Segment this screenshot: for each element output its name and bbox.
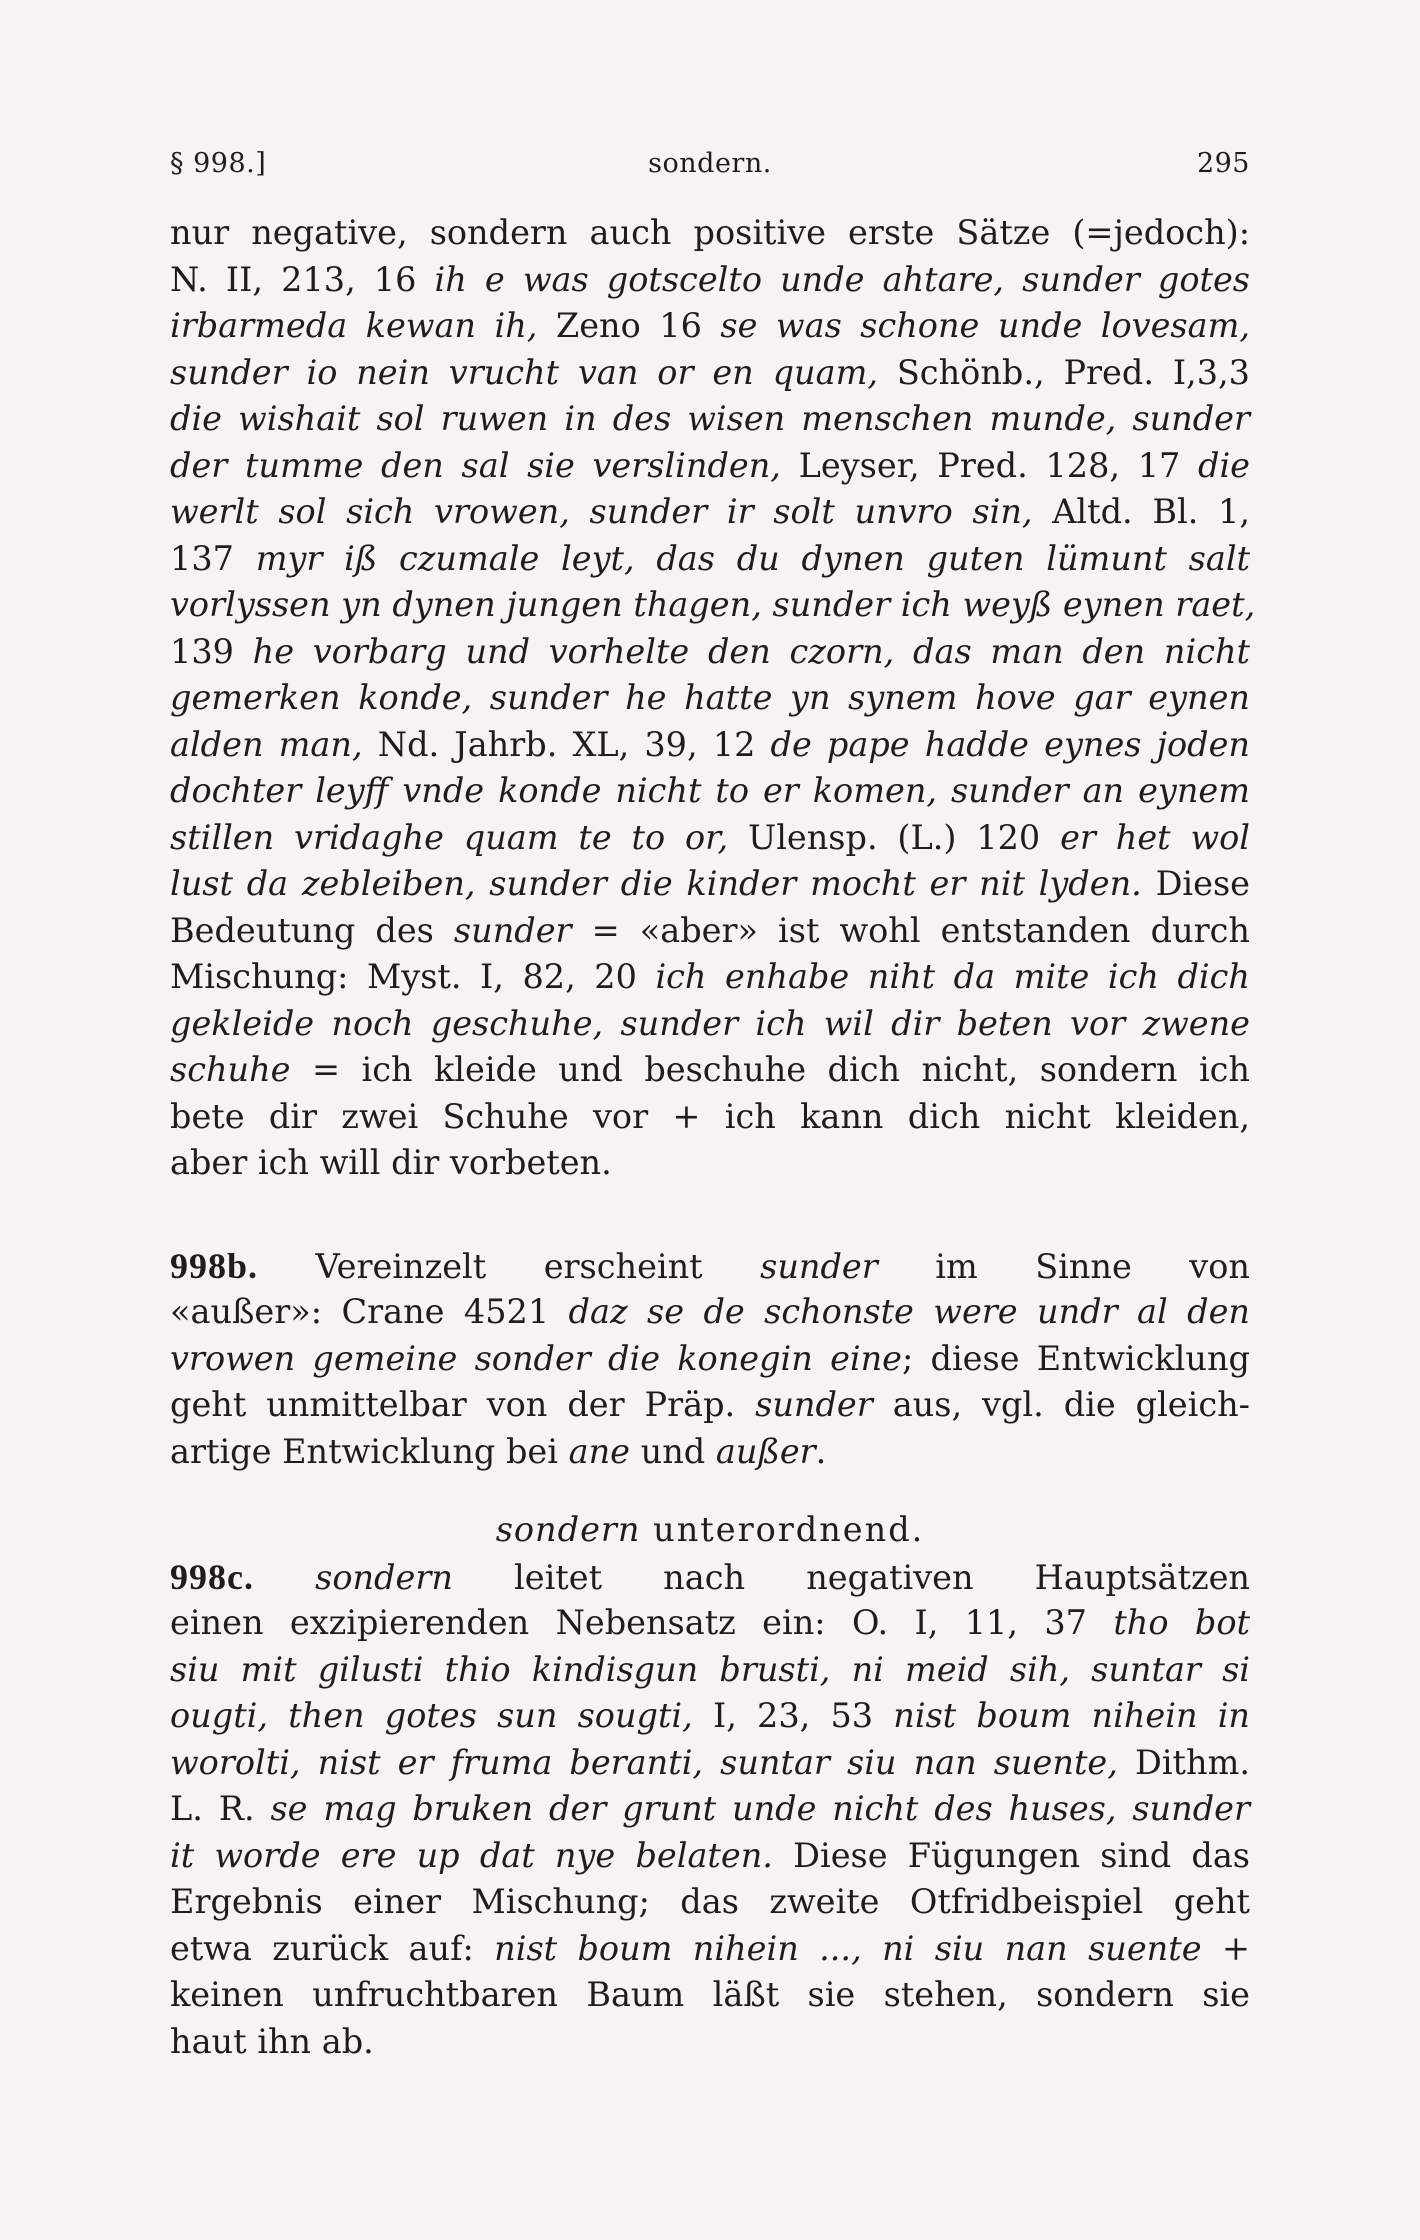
italic-quotation: he vorbarg und vorhelte den czorn, das man den nicht <box>252 631 1250 671</box>
text-run: 137 <box>170 538 256 578</box>
text-line <box>170 210 1250 257</box>
italic-quotation: se was schone unde lovesam, <box>720 306 1250 345</box>
text-line <box>170 489 1250 536</box>
text-line <box>170 1693 1250 1740</box>
running-title: sondern. <box>648 148 772 179</box>
italic-quotation: vorlyssen yn dynen jungen thagen, sunder ich weyß eynen raet, <box>170 585 1256 624</box>
italic-quotation: alden man, <box>170 724 363 764</box>
italic-quotation: ane <box>568 1431 630 1471</box>
text-line <box>170 815 1250 862</box>
italic-quotation: dochter leyff vnde konde nicht to er komen, sunder an eynem <box>170 771 1250 810</box>
text-line <box>170 1289 1250 1336</box>
text-run: bete dir zwei Schuhe vor + ich kann dich nicht kleiden, <box>170 1096 1250 1136</box>
text-run: einen exzipierenden Nebensatz ein: O. I, 11, 37 <box>170 1603 1114 1642</box>
italic-quotation: de pape hadde eynes joden <box>770 724 1250 764</box>
text-run: = ich kleide und beschuhe dich nicht, sondern ich <box>290 1050 1250 1089</box>
italic-quotation: sunder <box>760 1246 878 1286</box>
text-line <box>170 2019 1250 2066</box>
italic-quotation: ougti, then gotes sun sougti, <box>170 1696 693 1735</box>
text-run: + <box>1201 1928 1250 1968</box>
text-run: Diese Fügungen sind das <box>772 1835 1250 1875</box>
italic-quotation: tho bot <box>1113 1603 1250 1642</box>
text-run: Bedeutung des <box>170 910 454 950</box>
subheading-italic: sondern <box>495 1510 641 1549</box>
italic-quotation: gekleide noch geschuhe, sunder ich wil dir beten vor zwene <box>170 1003 1250 1043</box>
italic-quotation: ih e was gotscelto unde ahtare, sunder gotes <box>434 259 1250 299</box>
italic-quotation: daz se de schonste were undr al den <box>568 1292 1250 1331</box>
italic-quotation: stillen vridaghe quam te to or, <box>170 817 729 857</box>
text-run: «außer»: Crane 4521 <box>170 1292 569 1331</box>
text-run: Ulensp. (L.) 120 <box>728 817 1061 857</box>
text-run: Schönb., Pred. I,3,3 <box>878 352 1250 392</box>
text-line <box>170 1336 1250 1383</box>
text-line <box>170 350 1250 397</box>
text-line <box>170 722 1250 769</box>
text-line <box>170 303 1250 350</box>
italic-quotation: se mag bruken der grunt unde nicht des huses, sunder <box>270 1789 1250 1828</box>
running-header <box>170 148 1250 188</box>
italic-quotation: siu mit gilusti thio kindisgun brusti, ni meid sih, suntar si <box>170 1649 1250 1689</box>
italic-quotation: der tumme den sal sie verslinden, <box>170 445 781 485</box>
italic-quotation: werlt sol sich vrowen, sunder ir solt unvro sin, <box>170 492 1033 531</box>
paragraph-998c <box>170 1554 1250 2066</box>
text-run: Nd. Jahrb. XL, 39, 12 <box>362 724 771 764</box>
text-line <box>170 1047 1250 1094</box>
text-run: I, 23, 53 <box>692 1696 894 1735</box>
italic-quotation: sunder <box>755 1385 873 1424</box>
italic-quotation: vrowen gemeine sonder die konegin eine <box>170 1338 903 1378</box>
text-run: artige Entwicklung bei <box>170 1431 569 1471</box>
text-line <box>170 443 1250 490</box>
section-number: 998c. <box>170 1556 254 1597</box>
page-number: 295 <box>1196 148 1250 179</box>
text-run <box>254 1558 315 1597</box>
text-line <box>170 768 1250 815</box>
text-run: = «aber» ist wohl entstanden durch <box>571 910 1250 950</box>
text-run: ; diese Entwicklung <box>902 1338 1250 1378</box>
text-run: L. R. <box>170 1789 271 1828</box>
italic-quotation: myr iß czumale leyt, das du dynen guten lümunt salt <box>255 538 1251 578</box>
text-line <box>170 1879 1250 1926</box>
text-run: etwa zurück auf: <box>170 1928 495 1968</box>
text-line <box>170 1740 1250 1787</box>
text-run: aber ich will dir vorbeten. <box>170 1143 612 1182</box>
text-line <box>170 1382 1250 1429</box>
text-run: geht unmittelbar von der Präp. <box>170 1385 756 1424</box>
section-reference: § 998.] <box>170 148 267 179</box>
text-line <box>170 536 1250 583</box>
italic-quotation: schuhe <box>170 1050 291 1089</box>
text-line <box>170 1833 1250 1880</box>
text-run: Diese <box>1141 864 1250 903</box>
italic-quotation: sunder io nein vrucht van or en quam, <box>170 352 878 392</box>
text-run: Altd. Bl. 1, <box>1032 492 1251 531</box>
paragraph-998b <box>170 1243 1250 1476</box>
text-run: nur negative, sondern auch positive erste Sätze (=jedoch): <box>170 213 1250 252</box>
text-line <box>170 1786 1250 1833</box>
text-line <box>170 396 1250 443</box>
paragraph-998-continued <box>170 210 1256 1187</box>
text-line <box>170 1554 1250 1601</box>
text-run: und <box>630 1431 716 1471</box>
text-run: aus, vgl. die gleich- <box>872 1385 1250 1424</box>
text-line <box>170 1140 1250 1187</box>
italic-quotation: die wishait sol ruwen in des wisen menschen munde, sunder <box>170 399 1250 438</box>
text-run: keinen unfruchtbaren Baum läßt sie stehen, sondern sie <box>170 1975 1250 2014</box>
italic-quotation: die <box>1198 445 1250 485</box>
body-text <box>170 210 1256 2065</box>
text-line <box>170 1094 1250 1141</box>
text-line <box>170 257 1250 304</box>
text-line <box>170 1429 1250 1476</box>
italic-quotation: worolti, nist er fruma beranti, suntar siu nan suente, <box>170 1742 1118 1782</box>
text-run: Zeno 16 <box>537 306 721 345</box>
text-run: N. II, 213, 16 <box>170 259 435 299</box>
text-run: haut ihn ab. <box>170 2021 374 2061</box>
italic-quotation: nist boum nihein ..., ni siu nan suente <box>494 1928 1202 1968</box>
subheading-sondern-unterordnend <box>170 1507 1250 1554</box>
text-line <box>170 1647 1250 1694</box>
text-line <box>170 1243 1250 1290</box>
subheading-rest: unterordnend. <box>640 1510 925 1549</box>
italic-quotation: lust da zebleiben, sunder die kinder mocht er nit lyden. <box>170 864 1142 903</box>
text-line <box>170 1972 1250 2019</box>
italic-quotation: nist boum nihein in <box>893 1696 1250 1735</box>
text-line <box>170 675 1250 722</box>
text-line <box>170 1926 1250 1973</box>
italic-quotation: irbarmeda kewan ih, <box>170 306 538 345</box>
italic-quotation: it worde ere up dat nye belaten. <box>170 1835 773 1875</box>
text-run: Ergebnis einer Mischung; das zweite Otfridbeispiel geht <box>170 1882 1250 1921</box>
text-run: Mischung: Myst. I, 82, 20 <box>170 957 656 996</box>
italic-quotation: außer <box>715 1431 816 1471</box>
text-line <box>170 908 1250 955</box>
text-line <box>170 1600 1250 1647</box>
text-line <box>170 861 1250 908</box>
text-run: leitet nach negativen Hauptsätzen <box>452 1557 1250 1597</box>
italic-quotation: gemerken konde, sunder he hatte yn synem hove gar eynen <box>170 678 1250 717</box>
italic-quotation: ich enhabe niht da mite ich dich <box>655 957 1250 996</box>
italic-quotation: sunder <box>453 910 572 950</box>
text-line <box>170 954 1250 1001</box>
text-run: Dithm. <box>1117 1742 1250 1782</box>
text-run: Vereinzelt erscheint <box>258 1246 761 1286</box>
text-line <box>170 1001 1250 1048</box>
text-run: 139 <box>170 631 253 671</box>
text-line <box>170 629 1250 676</box>
italic-quotation: er het wol <box>1060 817 1251 857</box>
text-line <box>170 582 1256 629</box>
text-run: im Sinne von <box>877 1246 1250 1286</box>
italic-quotation: sondern <box>315 1557 453 1597</box>
text-run: Leyser, Pred. 128, 17 <box>780 445 1198 485</box>
section-number: 998b. <box>170 1245 259 1286</box>
text-run: . <box>815 1431 827 1471</box>
